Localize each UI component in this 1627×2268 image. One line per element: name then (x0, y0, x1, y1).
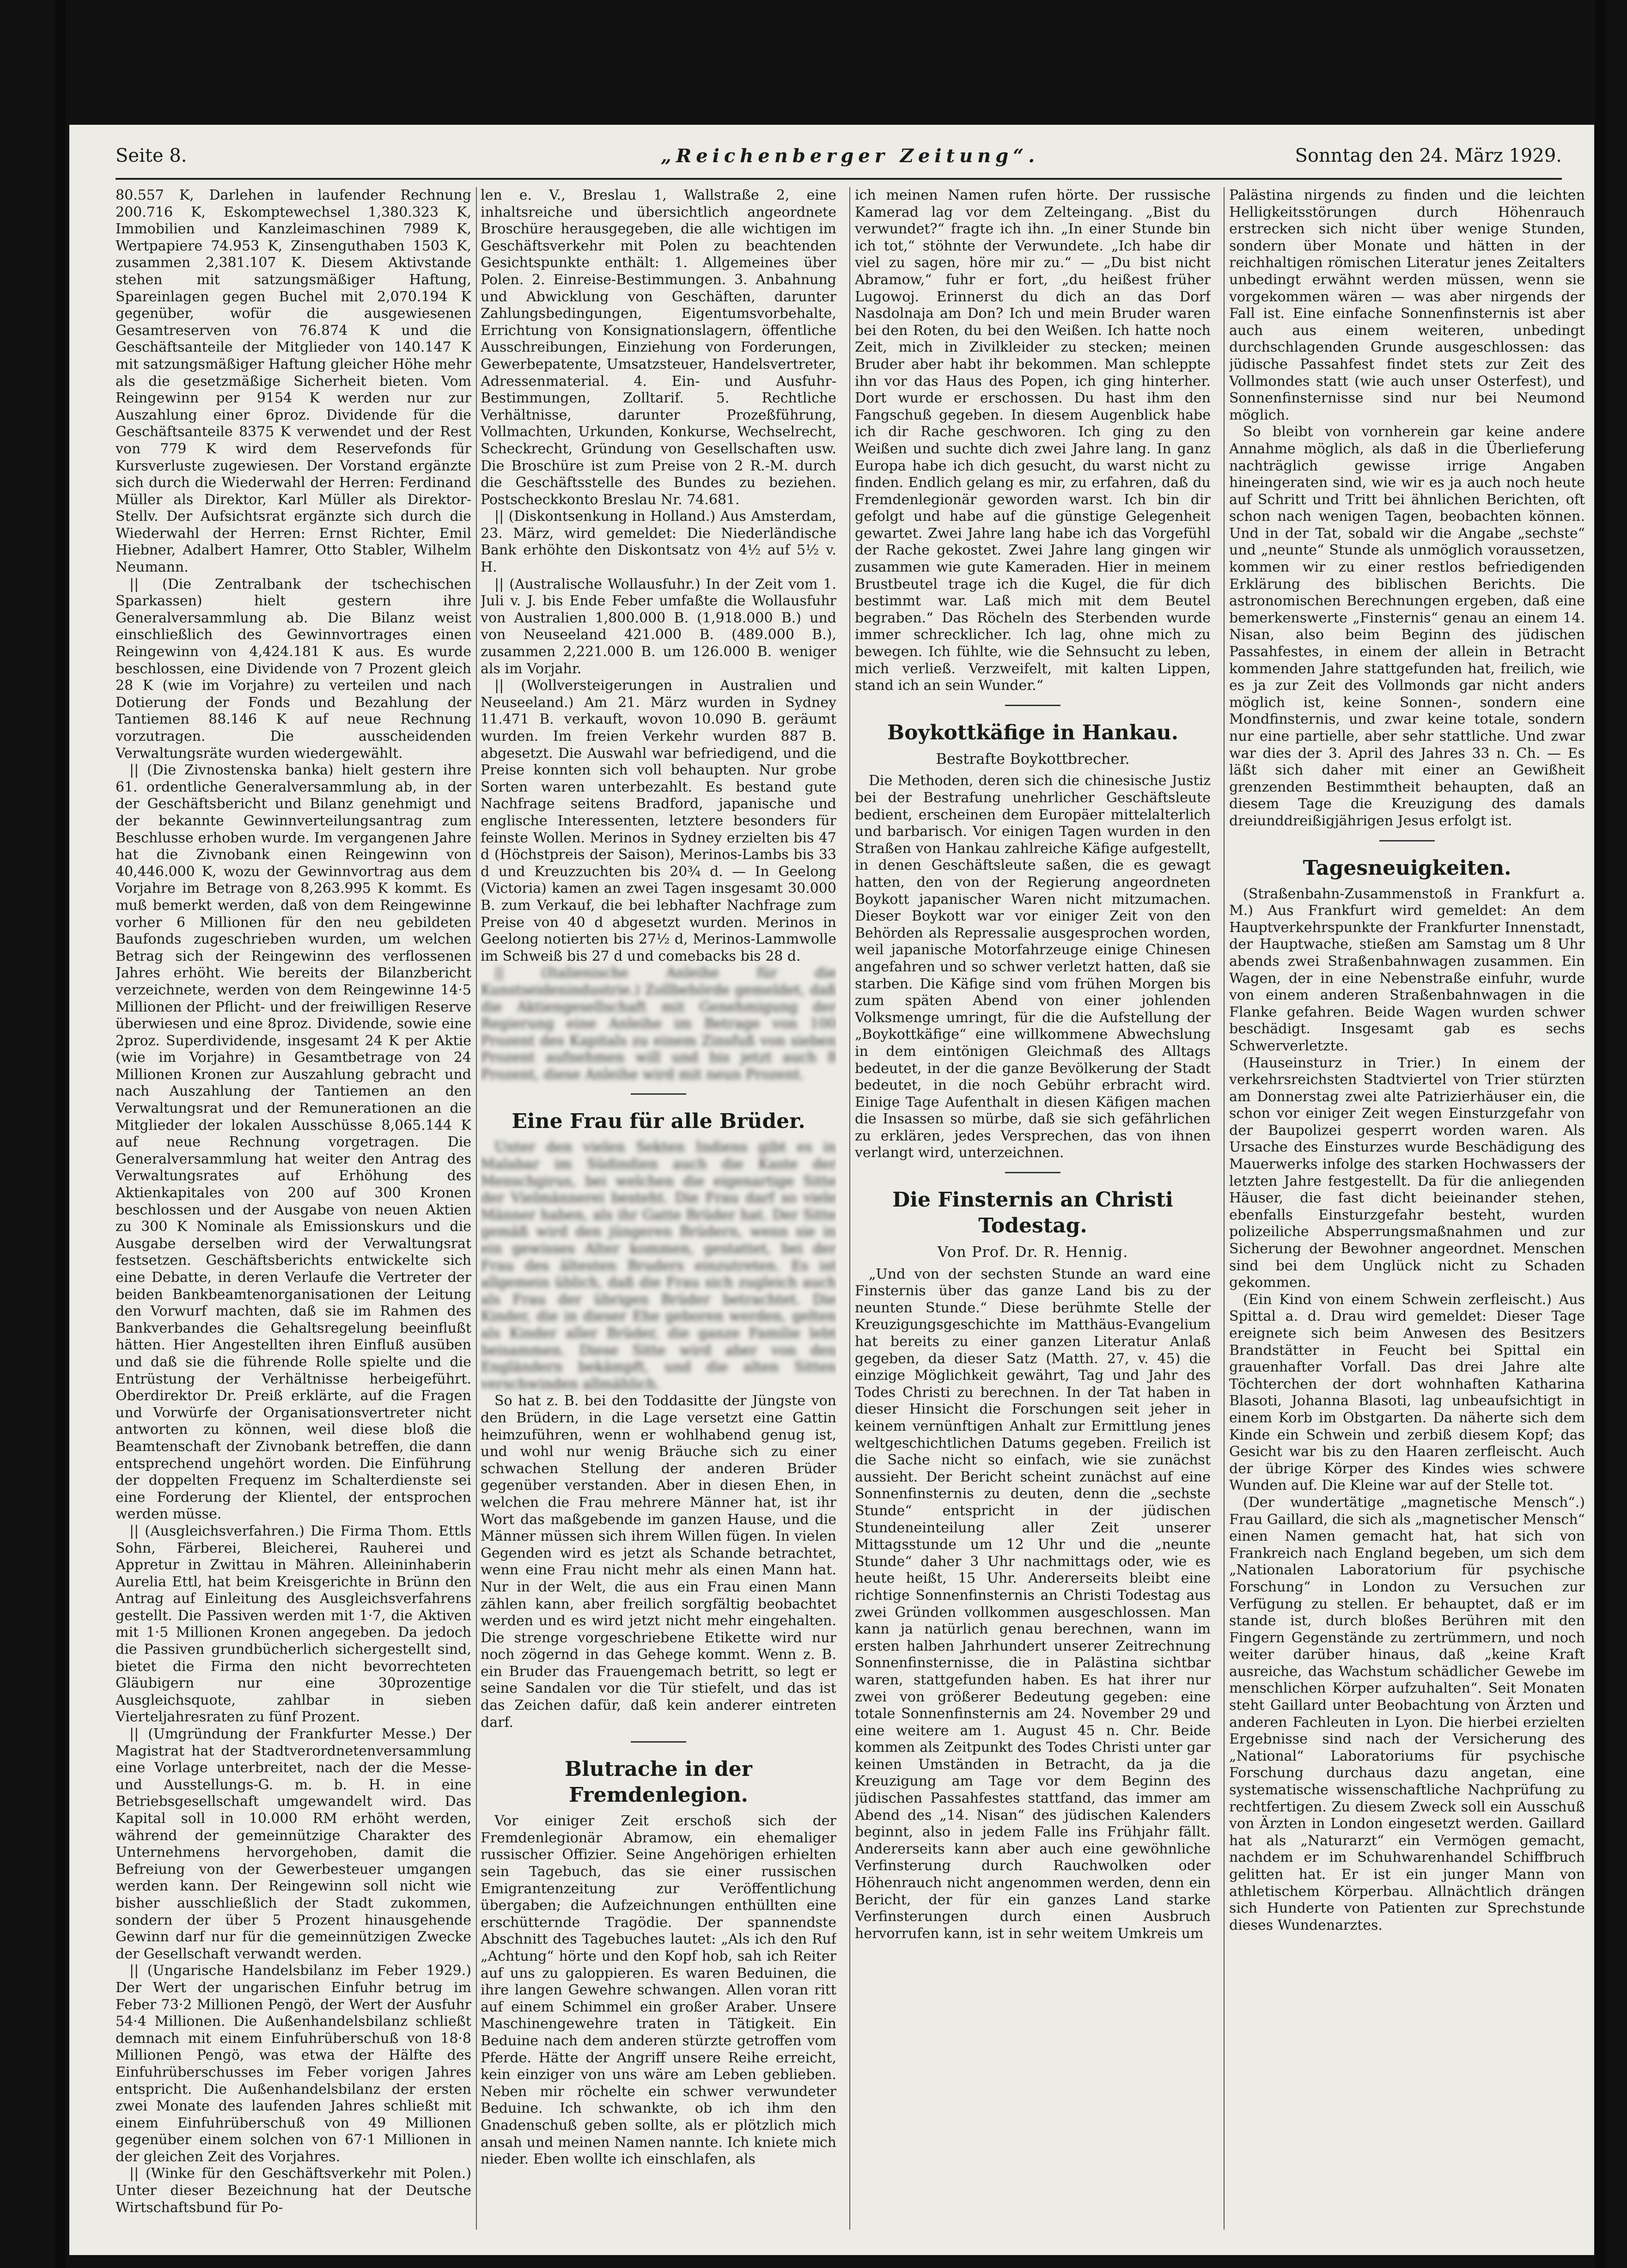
article-paragraph: || (Umgründung der Frankfurter Messe.) Der Magistrat hat der Stadtverordnetenversammlung eine Vorlage unterbreitet, nach der die Messe- und Ausstellungs-G. m. b. H. in eine Betriebsgesellschaft umgewandelt wird. Das Kapital soll in 10.000 RM erhöht werden, während der gemeinnützige Charakter des Unternehmens hervorgehoben, damit die Befreiung von der Gewerbesteuer umgangen werden kann. Der Reingewinn soll nicht wie bisher ausschließlich der Stadt zukommen, sondern der über 5 Prozent hinausgehende Gewinn darf nur für die gemeinnützigen Zwecke der Gesellschaft verwandt werden. (116, 1726, 471, 1962)
article-paragraph: len e. V., Breslau 1, Wallstraße 2, eine inhaltsreiche und übersichtlich angeordnete Broschüre herausgegeben, die alle wichtigen im Geschäftsverkehr mit Polen zu beachtenden Gesichtspunkte enthält: 1. Allgemeines über Polen. 2. Einreise-Bestimmungen. 3. Anbahnung und Abwicklung von Geschäften, darunter Zahlungsbedingungen, Eigentumsvorbehalte, Errichtung von Konsignationslagern, öffentliche Ausschreibungen, Einziehung von Forderungen, Gewerbepatente, Umsatzsteuer, Handelsvertreter, Adressenmaterial. 4. Ein- und Ausfuhr-Bestimmungen, Zolltarif. 5. Rechtliche Verhältnisse, darunter Prozeßführung, Vollmachten, Urkunden, Konkurse, Wechselrecht, Scheckrecht, Gründung von Gesellschaften usw. Die Broschüre ist zum Preise von 2 R.-M. durch die Geschäftsstelle des Bundes zu beziehen. Postscheckkonto Breslau Nr. 74.681. (481, 187, 836, 508)
issue-date: Sonntag den 24. März 1929. (1295, 145, 1562, 166)
article-paragraph: || (Winke für den Geschäftsverkehr mit Polen.) Unter dieser Bezeichnung hat der Deutsche Wirtschaftsbund für Po- (116, 2165, 471, 2216)
column-1 (116, 187, 471, 2230)
column-rule (476, 187, 477, 2230)
scan-edge-left (55, 0, 66, 2268)
byline-finsternis: Von Prof. Dr. R. Hennig. (937, 1243, 1128, 1261)
section-separator (1005, 1172, 1060, 1173)
column-4 (1229, 187, 1585, 2230)
header-rule (116, 178, 1562, 180)
column-rule (1224, 187, 1225, 2230)
article-paragraph: Unter den vielen Sekten Indiens gibt es in Malabar im Südindien auch die Kaste der Menschgirus, bei welchen die eigenartige Sitte der Vielmännerei besteht. Die Frau darf so viele Männer haben, als ihr Gatte Brüder hat. Der Sitte gemäß wird den jüngeren Brüdern, wenn sie in ein gewisses Alter kommen, gestattet, bei der Frau des ältesten Bruders einzutreten. Es ist allgemein üblich, daß die Frau sich zugleich auch als Frau der übrigen Brüder betrachtet. Die Kinder, die in dieser Ehe geboren werden, gelten als Kinder aller Brüder, die ganze Familie lebt beisammen. Diese Sitte wird aber von den Engländern bekämpft, und die alten Sitten verschwinden allmählich. (481, 1139, 836, 1392)
article-paragraph: || (Australische Wollausfuhr.) In der Zeit vom 1. Juli v. J. bis Ende Feber umfaßte die Wollausfuhr von Australien 1,800.000 B. (1,918.000 B.) und von Neuseeland 421.000 B. (489.000 B.), zusammen 2,221.000 B. um 126.000 B. weniger als im Vorjahr. (481, 576, 836, 677)
headline-finsternis: Die Finsternis an Christi Todestag. (892, 1188, 1173, 1238)
article-paragraph: (Der wundertätige „magnetische Mensch“.) Frau Gaillard, die sich als „magnetischer Mensch“ einen Namen gemacht hat, hat sich von Frankreich nach England begeben, um sich dem „Nationalen Laboratorium für psychische Forschung“ in London zu Versuchen zur Verfügung zu stellen. Er behauptet, daß er im stande ist, durch bloßes Berühren mit den Fingern Gegenstände zu zertrümmern, und noch weiter darüber hinaus, daß „keine Kraft ausreiche, das Wachstum schädlicher Gewebe im menschlichen Körper aufzuhalten“. Seit Monaten steht Gaillard unter Beobachtung von Ärzten und anderen Fachleuten in Lyon. Die hierbei erzielten Ergebnisse sind nach der Versicherung des „National“ Laboratoriums für psychische Forschung durchaus dazu angetan, eine systematische wissenschaftliche Nachprüfung zu rechtfertigen. Zu diesem Zweck soll ein Ausschuß von Ärzten in London eingesetzt werden. Gaillard hat als „Naturarzt“ ein Vermögen gemacht, nachdem er im Schuhwarenhandel Schiffbruch gelitten hat. Er ist ein junger Mann von athletischem Körperbau. Allnächtlich drängen sich Hunderte von Patienten zur Sprechstunde dieses Wundenarztes. (1229, 1494, 1585, 1933)
article-paragraph: || (Ungarische Handelsbilanz im Feber 1929.) Der Wert der ungarischen Einfuhr betrug im Feber 73·2 Millionen Pengö, der Wert der Ausfuhr 54·4 Millionen. Die Außenhandelsbilanz schließt demnach mit einem Einfuhrüberschuß von 18·8 Millionen Pengö, was etwa der Hälfte des Einfuhrüberschusses im Feber vorigen Jahres entspricht. Die Außenhandelsbilanz der ersten zwei Monate des laufenden Jahres schließt mit einem Einfuhrüberschuß von 49 Millionen gegenüber einem solchen von 67·1 Millionen in der gleichen Zeit des Vorjahres. (116, 1963, 471, 2165)
headline-tagesneuigkeiten: Tagesneuigkeiten. (1303, 856, 1511, 880)
section-separator (631, 1093, 686, 1095)
newspaper-title: „Reichenberger Zeitung“. (661, 145, 1040, 167)
article-paragraph: (Straßenbahn-Zusammenstoß in Frankfurt a. M.) Aus Frankfurt wird gemeldet: An dem Hauptverkehrspunkte der Frankfurter Innenstadt, der Hauptwache, stießen am Samstag um 8 Uhr abends zwei Straßenbahnwagen zusammen. Ein Wagen, der in eine Nebenstraße einfuhr, wurde von einem anderen Straßenbahnwagen in die Flanke gefahren. Beide Wagen wurden schwer beschädigt. Insgesamt gab es sechs Schwerverletzte. (1229, 885, 1585, 1054)
article-paragraph: So bleibt von vornherein gar keine andere Annahme möglich, als daß in die Überlieferung nachträglich gewisse irrige Angaben hineingeraten sind, wie wir es ja auch noch heute auf Schritt und Tritt bei ähnlichen Berichten, oft schon nach wenigen Tagen, beobachten können. Und in der Tat, sobald wir die Angabe „sechste“ und „neunte“ Stunde als unmöglich voraussetzen, kommen wir zu einer restlos befriedigenden Erklärung des biblischen Berichts. Die astronomischen Berechnungen ergeben, daß eine bemerkenswerte „Finsternis“ genau an einem 14. Nisan, also beim Beginn des jüdischen Passahfestes, in einem der allein in Betracht kommenden Jahre stattgefunden hat, freilich, wie es ja zur Zeit des Vollmonds gar nicht anders möglich ist, keine Sonnen-, sondern eine Mondfinsternis, und zwar keine totale, sondern nur eine partielle, aber sehr stattliche. Und zwar war dies der 3. April des Jahres 33 n. Ch. — Es läßt sich daher mit einer an Gewißheit grenzenden Bestimmtheit behaupten, daß an diesem Tage die Kreuzigung des damals dreiunddreißigjährigen Jesus erfolgt ist. (1229, 424, 1585, 829)
article-paragraph: ich meinen Namen rufen hörte. Der russische Kamerad lag vor dem Zelteingang. „Bist du verwundet?“ fragte ich ihn. „In einer Stunde bin ich tot,“ stöhnte der Verwundete. „Ich habe dir viel zu sagen, höre mir zu.“ — „Du bist nicht Abramow,“ fuhr er fort, „du heißest früher Lugowoj. Erinnerst du dich an das Dorf Nasdolnaja am Don? Ich und mein Bruder waren bei den Roten, du bei den Weißen. Ich hatte noch Zeit, mich in Zivilkleider zu stecken; meinen Bruder aber habt ihr bekommen. Man schleppte ihn vor das Haus des Popen, ich ging hinterher. Dort wurde er erschossen. Du hast ihm den Fangschuß gegeben. In diesem Augenblick habe ich dir Rache geschworen. Ich ging zu den Weißen und suchte dich zwei Jahre lang. In ganz Europa habe ich dich gesucht, du warst nicht zu finden. Endlich gelang es mir, zu erfahren, daß du Fremdenlegionär geworden warst. Ich bin dir gefolgt und habe auf die günstige Gelegenheit gewartet. Zwei Jahre lang habe ich das Vorgefühl der Rache gekostet. Zwei Jahre lang gingen wir zusammen wie gute Kameraden. Hier in meinem Brustbeutel trage ich die Kugel, die für dich bestimmt war. Laß mich mit dem Beutel begraben.“ Das Röcheln des Sterbenden wurde immer schrecklicher. Ich lag, ohne mich zu bewegen. Ich fühlte, wie die Sehnsucht zu leben, mich verließ. Verzweifelt, mit kalten Lippen, stand ich an sein Wunder.“ (855, 187, 1211, 694)
scan-edge-right (1595, 0, 1605, 2268)
subheadline-boykott: Bestrafte Boykottbrecher. (936, 750, 1130, 768)
section-separator (1005, 705, 1060, 706)
article-paragraph: || (Wollversteigerungen in Australien und Neuseeland.) Am 21. März wurden in Sydney 11.471 B. verkauft, wovon 10.090 B. geräumt wurden. Im freien Verkehr wurden 887 B. abgesetzt. Die Auswahl war befriedigend, und die Preise konnten sich voll behaupten. Nur grobe Sorten waren unterbezahlt. Es bestand gute Nachfrage seitens Bradford, japanische und englische Interessenten, letztere besonders für feinste Wollen. Merinos in Sydney erzielten bis 47 d (Höchstpreis der Saison), Merinos-Lambs bis 33 d und Kreuzzuchten bis 20¾ d. — In Geelong (Victoria) kamen an zwei Tagen insgesamt 30.000 B. zum Verkauf, die bei lebhafter Nachfrage zum Preise von 40 d abgesetzt wurden. Merinos in Geelong notierten bis 27½ d, Merinos-Lammwolle im Schweiß bis 27 d und comebacks bis 28 d. (481, 677, 836, 964)
article-paragraph: (Hauseinsturz in Trier.) In einem der verkehrsreichsten Stadtviertel von Trier stürzten am Donnerstag zwei alte Patrizierhäuser ein, die schon vor einiger Zeit wegen Einsturzgefahr von der Baupolizei gesperrt worden waren. Als Ursache des Einsturzes wurde Beschädigung des Mauerwerks infolge des starken Hochwassers der letzten Jahre festgestellt. Da für die anliegenden Häuser, die fast dicht beieinander stehen, ebenfalls Einsturzgefahr besteht, wurden polizeiliche Absperrungsmaßnahmen und zur Sicherung der Bewohner angeordnet. Menschen sind bei dem Unglück nicht zu Schaden gekommen. (1229, 1055, 1585, 1291)
article-paragraph: So hat z. B. bei den Toddasitte der Jüngste von den Brüdern, in die Lage versetzt eine Gattin heimzuführen, wenn er wohlhabend genug ist, und wohl nur wenig Bräuche sich zu einer schwachen Stellung der anderen Brüder gegenüber verstanden. Aber in diesen Ehen, in welchen die Frau mehrere Männer hat, ist ihr Wort das maßgebende im ganzen Hause, und die Männer müssen sich ihrem Willen fügen. In vielen Gegenden wird es jetzt als Schande betrachtet, wenn eine Frau nicht mehr als einen Mann hat. Nur in der Welt, die aus ein Frau einen Mann zählen kann, aber freilich sorgfältig beobachtet werden und es wird jetzt nicht mehr eingehalten. Die strenge vorgeschriebene Etikette wird nur noch zögernd in das Gehege kommt. Wenn z. B. ein Bruder das Frauengemach betritt, so legt er seine Sandalen vor die Tür stiefelt, und das ist das Zeichen dafür, daß kein anderer eintreten darf. (481, 1393, 836, 1731)
section-separator (1379, 840, 1435, 841)
column-2 (481, 187, 836, 2230)
article-paragraph: (Ein Kind von einem Schwein zerfleischt.) Aus Spittal a. d. Drau wird gemeldet: Dieser Tage ereignete sich beim Anwesen des Besitzers Brandstätter in Feucht bei Spittal ein grauenhafter Vorfall. Das drei Jahre alte Töchterchen der dort wohnhaften Katharina Blasoti, Johanna Blasoti, lag unbeaufsichtigt in einem Korb im Obstgarten. Da näherte sich dem Kinde ein Schwein und zerbiß diesem Kopf; das Gesicht war bis zu den Haaren zerfleischt. Auch der übrige Körper des Kindes wies schwere Wunden auf. Die Kleine war auf der Stelle tot. (1229, 1291, 1585, 1494)
article-paragraph: || (Ausgleichsverfahren.) Die Firma Thom. Ettls Sohn, Färberei, Bleicherei, Rauherei und Appretur in Zwittau in Mähren. Alleininhaberin Aurelia Ettl, hat beim Kreisgerichte in Brünn den Antrag auf Einleitung des Ausgleichsverfahrens gestellt. Die Passiven werden mit 1·7, die Aktiven mit 1·5 Millionen Kronen angegeben. Da jedoch die Passiven grundbücherlich sichergestellt sind, bietet die Firma den nicht bevorrechteten Gläubigern nur eine 30prozentige Ausgleichsquote, zahlbar in sieben Vierteljahresraten zu fünf Prozent. (116, 1523, 471, 1725)
article-paragraph: Palästina nirgends zu finden und die leichten Helligkeitsstörungen durch Höhenrauch erstrecken sich nicht über wenige Stunden, sondern über Monate und hätten in der reichhaltigen römischen Literatur jenes Zeitalters unbedingt erwähnt werden müssen, wenn sie vorgekommen wären — was aber nirgends der Fall ist. Eine einfache Sonnenfinsternis ist aber auch aus einem weiteren, unbedingt durchschlagenden Grunde ausgeschlossen: das jüdische Passahfest findet stets zur Zeit des Vollmondes statt (wie auch unser Osterfest), und Sonnenfinsternisse sind nur bei Neumond möglich. (1229, 187, 1585, 423)
column-rule (849, 187, 850, 2230)
headline-boykott: Boykottkäfige in Hankau. (887, 720, 1179, 744)
article-paragraph: || (Die Zivnostenska banka) hielt gestern ihre 61. ordentliche Generalversammlung ab, in der der Geschäftsbericht und Bilanz genehmigt und der bekannte Gewinnverteilungsantrag zum Beschlusse erhoben wurde. Im vergangenen Jahre hat die Zivnobank einen Reingewinn von 40,446.000 K, wozu der Gewinnvortrag aus dem Vorjahre im Betrage von 8,263.995 K kommt. Es muß bemerkt werden, daß von dem Reingewinne vorher 6 Millionen für den neu gebildeten Baufonds zugeschrieben wurden, um welchen Betrag sich der Reingewinn des verflossenen Jahres erhöht. Wie bereits der Bilanzbericht verzeichnete, werden von dem Reingewinne 14·5 Millionen der Pflicht- und der freiwilligen Reserve überwiesen und eine 8proz. Dividende, sowie eine 2proz. Superdividende, insgesamt 24 K per Aktie (wie im Vorjahre) in Gesamtbetrage von 24 Millionen Kronen zur Auszahlung gebracht und nach Auszahlung der Tantiemen an den Verwaltungsrat und der Remunerationen an die Mitglieder der lokalen Ausschüsse 8,065.144 K auf neue Rechnung vorgetragen. Die Generalversammlung hat weiter den Antrag des Verwaltungsrates auf Erhöhung des Aktienkapitales von 200 auf 300 Kronen beschlossen und der Ausgabe von neuen Aktien zu 300 K Nominale als Emissionskurs und die Ausgabe derselben wird der Verwaltungsrat festsetzen. Geschäftsberichts entwickelte sich eine Debatte, in deren Verlaufe die Vertreter der beiden Bankbeamtenorganisationen der Leitung den Vorwurf machten, daß sie im Rahmen des Bankverbandes die Gehaltsregelung beeinflußt hätten. Hier Angestellten ihren Einfluß ausüben und daß sie die führende Rolle spielte und die Entrüstung der Verhältnisse herbeigeführt. Oberdirektor Dr. Preiß erklärte, auf die Fragen und Vorwürfe der Organisationsvertreter nicht antworten zu können, weil diese bloß die Beamtenschaft der Zivnobank betreffen, die dann entsprechend ungehört worden. Die Einführung der doppelten Frequenz im Schalterdienste sei eine Forderung der Klientel, der entsprochen werden müsse. (116, 762, 471, 1523)
article-paragraph: „Und von der sechsten Stunde an ward eine Finsternis über das ganze Land bis zu der neunten Stunde.“ Diese berühmte Stelle der Kreuzigungsgeschichte im Matthäus-Evangelium hat bereits zu einer ganzen Literatur Anlaß gegeben, da dieser Satz (Matth. 27, v. 45) die einzige Möglichkeit gewährt, Tag und Jahr des Todes Christi zu berechnen. In der Tat haben in dieser Hinsicht die Forschungen seit jeher in keinem vernünftigen Anhalt zur Ermittlung jenes weltgeschichtlichen Datums gegeben. Freilich ist die Sache nicht so einfach, wie sie zunächst aussieht. Der Bericht scheint zunächst auf eine Sonnenfinsternis zu deuten, denn die „sechste Stunde“ entspricht in der jüdischen Stundeneinteilung aller Zeit unserer Mittagsstunde um 12 Uhr und die „neunte Stunde“ daher 3 Uhr nachmittags oder, wie es heute heißt, 15 Uhr. Andererseits bleibt eine richtige Sonnenfinsternis an Christi Todestag aus zwei Gründen vollkommen ausgeschlossen. Man kann ja natürlich genau berechnen, wann im ersten halben Jahrhundert unserer Zeitrechnung Sonnenfinsternisse, die in Palästina sichtbar waren, stattgefunden haben. Es hat ihrer nur zwei von größerer Bedeutung gegeben: eine totale Sonnenfinsternis am 24. November 29 und eine weitere am 1. August 45 n. Chr. Beide kommen als Zeitpunkt des Todes Christi unter gar keinen Umständen in Betracht, da ja die Kreuzigung am Tage vor dem Beginn des jüdischen Passahfestes stattfand, das immer am Abend des „14. Nisan“ des jüdischen Kalenders beginnt, also in jedem Falle ins Frühjahr fällt. Andererseits kann aber auch eine gewöhnliche Verfinsterung durch Rauchwolken oder Höhenrauch nicht angenommen werden, denn ein Bericht, der für ein ganzes Land starke Verfinsterungen durch einen Ausbruch hervorrufen kann, ist in sehr weitem Umkreis um (855, 1266, 1211, 1942)
section-separator (631, 1741, 686, 1743)
article-paragraph: Die Methoden, deren sich die chinesische Justiz bei der Bestrafung unehrlicher Geschäftsleute bedient, erscheinen dem Europäer mittelalterlich und barbarisch. Vor einigen Tagen wurden in den Straßen von Hankau zahlreiche Käfige aufgestellt, in denen Geschäftsleute saßen, die es gewagt hatten, den von der Regierung angeordneten Boykott japanischer Waren nicht mitzumachen. Dieser Boykott war vor einiger Zeit von den Behörden als Repressalie ausgesprochen worden, weil japanische Motorfahrzeuge einige Chinesen angefahren und so schwer verletzt hatten, daß sie starben. Die Käfige sind vom frühen Morgen bis zum späten Abend von einer johlenden Volksmenge umringt, für die die Aufstellung der „Boykottkäfige“ eine willkommene Abwechslung in dem eintönigen Gleichmaß des Alltags bedeutet, in der die ganze Bevölkerung der Stadt bedeutet, in die noch Gebühr erbracht wird. Einige Tage Aufenthalt in diesen Käfigen machen die Insassen so mürbe, daß sie sich gefährlichen zu erklären, jedes Versprechen, das von ihnen verlangt wird, unterzeichnen. (855, 773, 1211, 1161)
page-header (116, 139, 1562, 176)
article-paragraph: || (Die Zentralbank der tschechischen Sparkassen) hielt gestern ihre Generalversammlung ab. Die Bilanz weist einschließlich des Gewinnvortrages einen Reingewinn von 4,424.181 K aus. Es wurde beschlossen, eine Dividende von 7 Prozent gleich 28 K (wie im Vorjahre) zu verteilen und nach Dotierung der Fonds und Bezahlung der Tantiemen 88.146 K auf neue Rechnung vorzutragen. Die ausscheidenden Verwaltungsräte wurden wiedergewählt. (116, 576, 471, 762)
article-paragraph: || (Diskontsenkung in Holland.) Aus Amsterdam, 23. März, wird gemeldet: Die Niederländische Bank erhöhte den Diskontsatz von 4½ auf 5½ v. H. (481, 508, 836, 576)
column-3 (855, 187, 1211, 2230)
article-paragraph: Vor einiger Zeit erschoß sich der Fremdenlegionär Abramow, ein ehemaliger russischer Offizier. Seine Angehörigen erhielten sein Tagebuch, das sie einer russischen Emigrantenzeitung zur Veröffentlichung übergaben; die Aufzeichnungen enthüllten eine erschütternde Tragödie. Der spannendste Abschnitt des Tagebuches lautet: „Als ich den Ruf „Achtung“ hörte und den Kopf hob, sah ich Reiter auf uns zu galoppieren. Es waren Beduinen, die ihre langen Gewehre schwangen. Allen voran ritt auf einem Schimmel ein großer Araber. Unsere Maschinengewehre traten in Tätigkeit. Ein Beduine nach dem anderen stürzte getroffen vom Pferde. Hätte der Angriff unsere Reihe erreicht, kein einziger von uns wäre am Leben geblieben. Neben mir röchelte ein schwer verwundeter Beduine. Ich schwankte, ob ich ihm den Gnadenschuß geben sollte, als er plötzlich mich ansah und meinen Namen nannte. Ich kniete mich nieder. Eben wollte ich einschlafen, als (481, 1813, 836, 2168)
page-number: Seite 8. (116, 145, 187, 166)
article-paragraph: || (Italienische Anleihe für die Kunstseidenindustrie.) Zollbehörde gemeldet, daß die Aktiengesellschaft mit Genehmigung der Regierung eine Anleihe im Betrage von 100 Prozent des Kapitals zu einem Zinsfuß von sieben Prozent aufnehmen will und bis jetzt auch 8 Prozent, diese Anleihe wird mit neun Prozent. (481, 965, 836, 1083)
article-paragraph: 80.557 K, Darlehen in laufender Rechnung 200.716 K, Eskomptewechsel 1,380.323 K, Immobilien und Kanzleimaschinen 7989 K, Wertpapiere 74.953 K, Zinsenguthaben 1503 K, zusammen 2,381.107 K. Diesem Aktivstande stehen mit satzungsmäßiger Haftung, Spareinlagen gegen Buchel mit 2,070.194 K gegenüber, wofür die ausgewiesenen Gesamtreserven von 76.874 K und die Geschäftsanteile der Mitglieder von 140.147 K mit satzungsmäßiger Haftung gleicher Höhe mehr als die gesetzmäßige Sicherheit bieten. Vom Reingewinn per 9154 K werden nur zur Auszahlung einer 6proz. Dividende für die Geschäftsanteile 8375 K verwendet und der Rest von 779 K wird dem Reservefonds für Kursverluste zugewiesen. Der Vorstand ergänzte sich durch die Wiederwahl der Herren: Ferdinand Müller als Direktor, Karl Müller als Direktor-Stellv. Der Aufsichtsrat ergänzte sich durch die Wiederwahl der Herren: Ernst Richter, Emil Hiebner, Adalbert Hamrer, Otto Stabler, Wilhelm Neumann. (116, 187, 471, 576)
headline-blutrache: Blutrache in der Fremdenlegion. (565, 1757, 752, 1807)
headline-frau: Eine Frau für alle Brüder. (512, 1110, 805, 1134)
